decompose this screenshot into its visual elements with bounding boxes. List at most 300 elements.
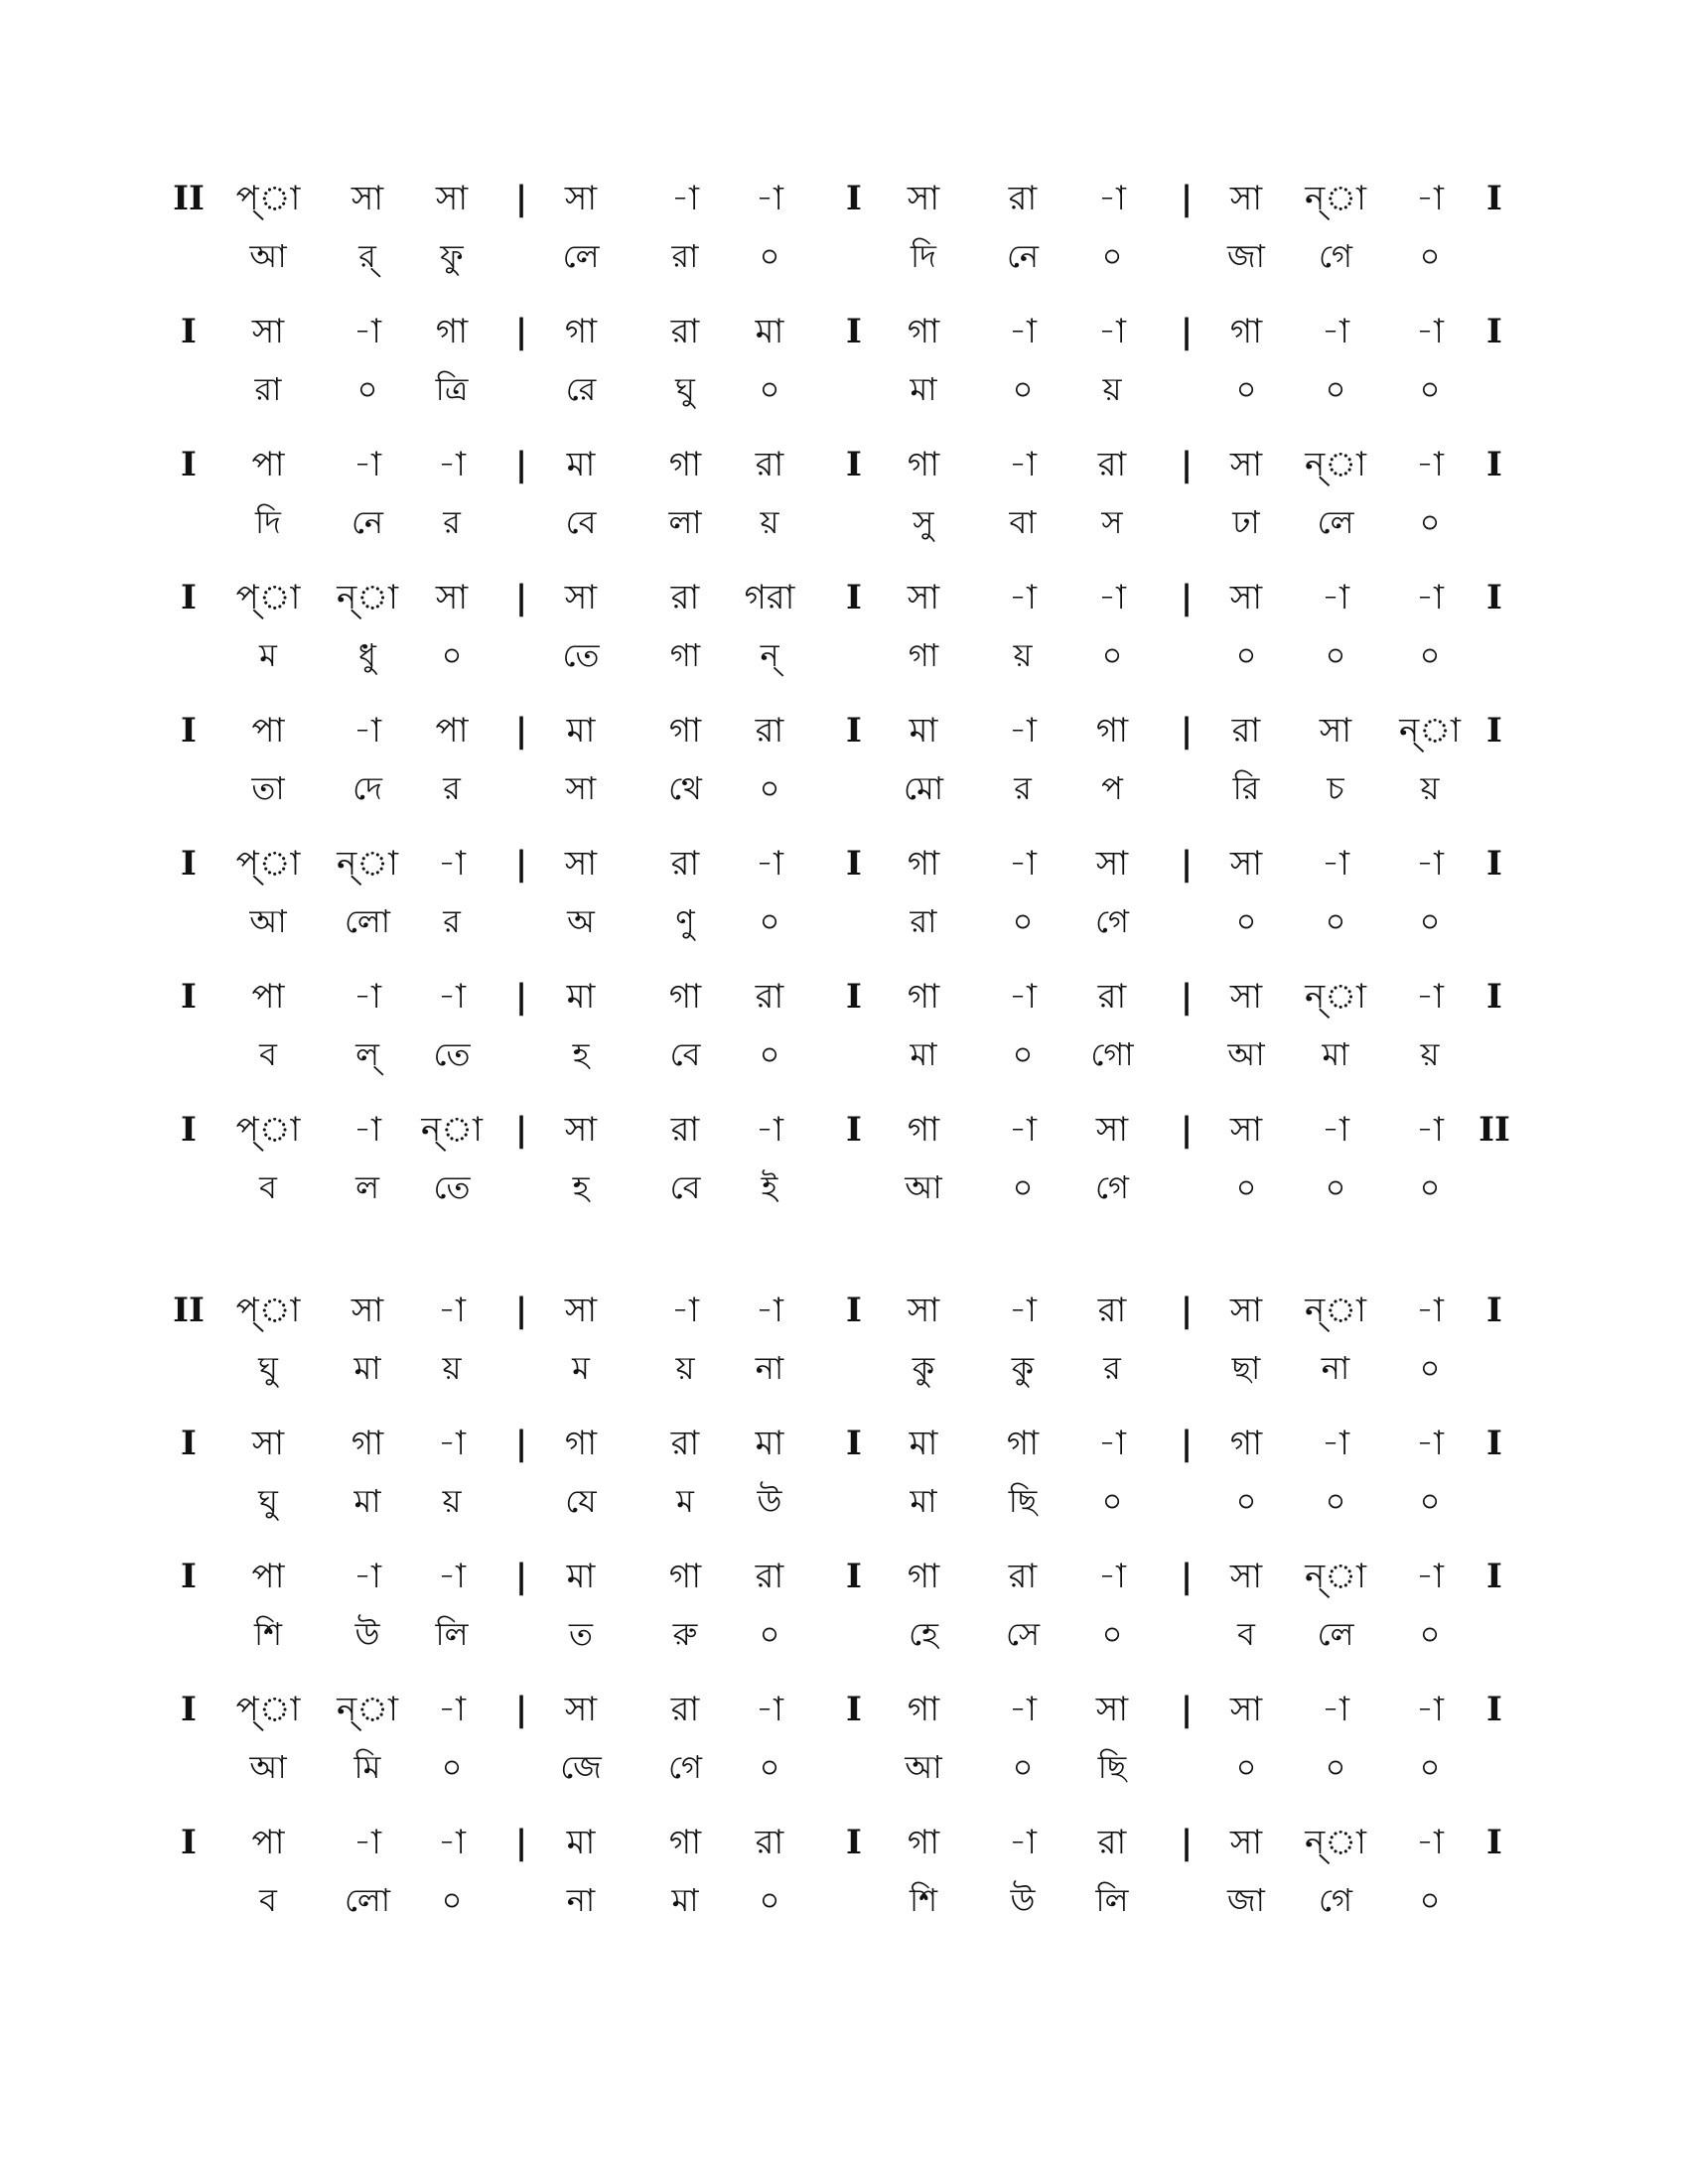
divider-mark: | (514, 179, 528, 218)
swara-note: গা (907, 312, 940, 351)
swara-note: প্া (235, 578, 301, 617)
notation-line (0, 844, 1688, 963)
lyric-syllable: মা (910, 1035, 937, 1073)
lyric-syllable: লো (344, 1881, 391, 1919)
swara-note: সা (251, 312, 285, 351)
lyric-syllable: দি (911, 237, 936, 275)
notation-line (0, 1110, 1688, 1229)
lyric-syllable: ০ (1012, 902, 1034, 940)
divider-mark: I (846, 179, 862, 218)
lyric-syllable: ০ (759, 902, 780, 940)
lyric-syllable: ০ (1325, 370, 1346, 408)
swara-note: রা (1097, 445, 1127, 484)
swara-note: -া (1416, 1291, 1444, 1330)
lyric-syllable: তে (433, 1035, 471, 1073)
swara-note: গা (907, 977, 940, 1017)
swara-note: ন্া (1399, 711, 1461, 751)
lyric-syllable: থে (668, 769, 702, 807)
lyric-syllable: য় (1013, 636, 1033, 674)
lyric-syllable: ০ (441, 1748, 463, 1786)
swara-note: -া (1322, 1424, 1349, 1463)
divider-mark: | (514, 445, 528, 484)
swara-note: -া (756, 1690, 783, 1729)
lyric-syllable: ০ (1419, 1349, 1441, 1387)
swara-note: মা (755, 1424, 784, 1463)
bar-line-close: I (1486, 578, 1502, 617)
lyric-syllable: মা (353, 1482, 381, 1520)
swara-note: গা (907, 1823, 940, 1862)
swara-note: -া (1009, 445, 1037, 484)
lyric-syllable: তে (562, 636, 600, 674)
lyric-syllable: রি (1232, 769, 1260, 807)
swara-note: রা (670, 1110, 700, 1150)
lyric-syllable: বে (669, 1035, 701, 1073)
lyric-syllable: মা (910, 1482, 937, 1520)
lyric-syllable: উ (757, 1482, 782, 1520)
lyric-syllable: গে (1095, 902, 1129, 940)
swara-note: -া (1098, 312, 1126, 351)
swara-note: -া (353, 711, 381, 751)
swara-note: সা (1095, 844, 1129, 884)
lyric-syllable: রু (672, 1615, 698, 1653)
divider-mark: I (846, 711, 862, 751)
swara-note: গা (668, 1557, 702, 1596)
lyric-syllable: ০ (1101, 1482, 1123, 1520)
lyric-syllable: ণু (675, 902, 695, 940)
swara-note: রা (755, 977, 784, 1017)
lyric-syllable: ০ (1012, 1168, 1034, 1206)
bar-line-close: I (1486, 445, 1502, 484)
swara-note: -া (1416, 844, 1444, 884)
lyric-syllable: নে (1006, 237, 1040, 275)
swara-note: সা (1095, 1110, 1129, 1150)
bar-line-open: I (181, 1424, 197, 1463)
divider-mark: | (1180, 179, 1194, 218)
divider-mark: I (846, 312, 862, 351)
lyric-syllable: ফু (440, 237, 464, 275)
swara-note: সা (351, 179, 384, 218)
lyric-syllable: চ (1327, 769, 1344, 807)
swara-note: ন্া (1305, 1823, 1366, 1862)
swara-note: সা (1229, 1291, 1263, 1330)
swara-note: রা (755, 445, 784, 484)
lyric-syllable: ঘু (258, 1482, 278, 1520)
lyric-syllable: ছা (1231, 1349, 1261, 1387)
lyric-syllable: গে (1319, 237, 1352, 275)
swara-note: মা (755, 312, 784, 351)
swara-note: গা (668, 977, 702, 1017)
divider-mark: | (514, 1291, 528, 1330)
swara-note: -া (756, 1291, 783, 1330)
divider-mark: | (514, 844, 528, 884)
bar-line-close: I (1486, 179, 1502, 218)
lyric-syllable: ০ (1419, 370, 1441, 408)
lyric-syllable: ০ (1012, 1748, 1034, 1786)
swara-note: -া (1009, 578, 1037, 617)
divider-mark: | (514, 1110, 528, 1150)
swara-note: গা (668, 711, 702, 751)
lyric-syllable: না (1321, 1349, 1350, 1387)
swara-note: -া (353, 1823, 381, 1862)
lyric-syllable: লি (435, 1615, 469, 1653)
swara-note: পা (251, 1557, 285, 1596)
swara-note: রা (755, 711, 784, 751)
swara-note: -া (1416, 312, 1444, 351)
lyric-syllable: মা (910, 370, 937, 408)
swara-note: -া (1009, 312, 1037, 351)
swara-note: পা (251, 711, 285, 751)
swara-note: -া (1098, 1557, 1126, 1596)
swara-note: গা (907, 1110, 940, 1150)
lyric-syllable: আ (905, 1168, 942, 1206)
lyric-syllable: ০ (1419, 636, 1441, 674)
lyric-syllable: সা (565, 769, 597, 807)
divider-mark: I (846, 977, 862, 1017)
swara-note: গা (1006, 1424, 1040, 1463)
bar-line-close: I (1486, 711, 1502, 751)
swara-note: মা (566, 711, 596, 751)
lyric-syllable: দি (255, 503, 281, 541)
divider-mark: I (846, 1557, 862, 1596)
swara-note: সা (1229, 445, 1263, 484)
lyric-syllable: মি (353, 1748, 381, 1786)
swara-note: -া (438, 445, 466, 484)
lyric-syllable: ০ (1419, 1748, 1441, 1786)
lyric-syllable: প (1101, 769, 1123, 807)
lyric-syllable: যে (565, 1482, 597, 1520)
swara-note: রা (670, 578, 700, 617)
bar-line-open: I (181, 844, 197, 884)
swara-note: -া (1416, 179, 1444, 218)
lyric-syllable: সু (913, 503, 934, 541)
swara-note: মা (566, 1823, 596, 1862)
bar-line-close: I (1486, 977, 1502, 1017)
swara-note: রা (670, 1690, 700, 1729)
lyric-syllable: শি (909, 1881, 938, 1919)
swara-note: গা (1229, 1424, 1263, 1463)
lyric-syllable: ত্রি (435, 370, 469, 408)
lyric-syllable: ঘু (258, 1349, 278, 1387)
divider-mark: | (1180, 1424, 1194, 1463)
swara-note: গা (564, 1424, 598, 1463)
swara-note: রা (1097, 977, 1127, 1017)
divider-mark: | (1180, 1823, 1194, 1862)
swara-note: সা (907, 578, 940, 617)
divider-mark: | (514, 1424, 528, 1463)
bar-line-close: I (1486, 1291, 1502, 1330)
swara-note: ন্া (1305, 445, 1366, 484)
swara-note: সা (564, 1291, 598, 1330)
lyric-syllable: তা (251, 769, 285, 807)
lyric-syllable: লে (1317, 503, 1354, 541)
swara-note: -া (671, 1291, 699, 1330)
swara-note: সা (1319, 711, 1352, 751)
lyric-syllable: য় (442, 1482, 462, 1520)
swara-note: -া (1322, 844, 1349, 884)
lyric-syllable: য় (760, 503, 779, 541)
lyric-syllable: ০ (1325, 1482, 1346, 1520)
divider-mark: I (846, 1424, 862, 1463)
notation-line (0, 711, 1688, 830)
swara-note: সা (251, 1424, 285, 1463)
lyric-syllable: মো (903, 769, 944, 807)
divider-mark: | (514, 711, 528, 751)
divider-mark: | (1180, 445, 1194, 484)
swara-note: -া (1009, 711, 1037, 751)
lyric-syllable: য় (675, 1349, 695, 1387)
swara-note: -া (1416, 445, 1444, 484)
swara-note: সা (1229, 1823, 1263, 1862)
swara-note: -া (1098, 1424, 1126, 1463)
lyric-syllable: ০ (441, 636, 463, 674)
lyric-syllable: র (443, 503, 461, 541)
lyric-syllable: ম (572, 1349, 590, 1387)
swara-note: গা (351, 1424, 384, 1463)
lyric-syllable: না (566, 1881, 596, 1919)
swara-note: -া (1009, 1690, 1037, 1729)
bar-line-close: I (1486, 1557, 1502, 1596)
lyric-syllable: ০ (1419, 1881, 1441, 1919)
lyric-syllable: মা (353, 1349, 381, 1387)
lyric-syllable: রে (565, 370, 597, 408)
lyric-syllable: মা (671, 1881, 699, 1919)
swara-note: -া (1009, 844, 1037, 884)
swara-note: -া (756, 844, 783, 884)
lyric-syllable: গে (1319, 1881, 1352, 1919)
lyric-syllable: ছি (1097, 1748, 1127, 1786)
swara-note: পা (251, 445, 285, 484)
swara-note: সা (564, 1110, 598, 1150)
lyric-syllable: লা (668, 503, 702, 541)
swara-note: সা (351, 1291, 384, 1330)
bar-line-open: I (181, 1823, 197, 1862)
lyric-syllable: ০ (1325, 1748, 1346, 1786)
lyric-syllable: র (443, 902, 461, 940)
divider-mark: | (514, 1823, 528, 1862)
lyric-syllable: হে (909, 1615, 938, 1653)
divider-mark: | (1180, 1690, 1194, 1729)
swara-note: গা (668, 445, 702, 484)
lyric-syllable: আ (249, 1748, 287, 1786)
bar-line-open: I (181, 1110, 197, 1150)
lyric-syllable: রা (671, 237, 699, 275)
lyric-syllable: ০ (759, 1881, 780, 1919)
lyric-syllable: ০ (1101, 1615, 1123, 1653)
lyric-syllable: ০ (1235, 636, 1257, 674)
swara-note: সা (564, 179, 598, 218)
swara-note: সা (907, 179, 940, 218)
lyric-syllable: ০ (1419, 237, 1441, 275)
swara-note: প্া (235, 1291, 301, 1330)
swara-note: মা (566, 977, 596, 1017)
swara-note: সা (435, 179, 469, 218)
swara-note: মা (909, 1424, 938, 1463)
lyric-syllable: য় (1420, 769, 1440, 807)
lyric-syllable: ব (259, 1035, 277, 1073)
divider-mark: | (514, 312, 528, 351)
lyric-syllable: মা (1322, 1035, 1349, 1073)
lyric-syllable: লে (562, 237, 600, 275)
swara-note: মা (566, 445, 596, 484)
lyric-syllable: জা (1227, 237, 1265, 275)
lyric-syllable: ০ (1419, 503, 1441, 541)
bar-line-close: I (1486, 312, 1502, 351)
notation-line (0, 179, 1688, 298)
swara-note: -া (1416, 578, 1444, 617)
lyric-syllable: ল্ (355, 1035, 379, 1073)
swara-note: -া (353, 312, 381, 351)
lyric-syllable: স (1101, 503, 1123, 541)
lyric-syllable: রা (910, 902, 937, 940)
lyric-syllable: উ (1010, 1881, 1036, 1919)
lyric-syllable: য় (442, 1349, 462, 1387)
lyric-syllable: ০ (356, 370, 378, 408)
swara-note: -া (1416, 1557, 1444, 1596)
swara-note: রা (755, 1557, 784, 1596)
notation-line (0, 578, 1688, 697)
lyric-syllable: য় (1420, 1035, 1440, 1073)
lyric-syllable: ০ (441, 1881, 463, 1919)
swara-note: -া (756, 179, 783, 218)
swara-note: গা (907, 445, 940, 484)
lyric-syllable: রা (254, 370, 282, 408)
swara-note: -া (1322, 1110, 1349, 1150)
lyric-syllable: ঘু (675, 370, 695, 408)
swara-note: গা (1095, 711, 1129, 751)
swara-note: সা (1095, 1690, 1129, 1729)
lyric-syllable: ০ (1325, 902, 1346, 940)
swara-note: গা (1229, 312, 1263, 351)
lyric-syllable: ই (761, 1168, 778, 1206)
swara-note: রা (670, 844, 700, 884)
bar-line-close: II (1478, 1110, 1510, 1150)
swara-note: সা (564, 1690, 598, 1729)
swara-note: রা (1008, 179, 1038, 218)
lyric-syllable: ম (259, 636, 277, 674)
bar-line-close: I (1486, 1823, 1502, 1862)
lyric-syllable: ০ (1419, 1168, 1441, 1206)
bar-line-close: I (1486, 1690, 1502, 1729)
swara-note: পা (251, 1823, 285, 1862)
lyric-syllable: সে (1005, 1615, 1041, 1653)
lyric-syllable: হ (572, 1168, 590, 1206)
lyric-syllable: তে (433, 1168, 471, 1206)
swara-note: -া (671, 179, 699, 218)
notation-line (0, 1557, 1688, 1676)
lyric-syllable: না (755, 1349, 784, 1387)
notation-line (0, 445, 1688, 564)
lyric-syllable: আ (1227, 1035, 1265, 1073)
lyric-syllable: গে (668, 1748, 702, 1786)
swara-note: -া (438, 1557, 466, 1596)
lyric-syllable: গা (669, 636, 701, 674)
lyric-syllable: লে (1317, 1615, 1354, 1653)
swara-note: সা (1229, 1690, 1263, 1729)
lyric-syllable: ০ (1419, 902, 1441, 940)
swara-note: -া (353, 445, 381, 484)
swara-note: ন্া (337, 844, 398, 884)
swara-note: প্া (235, 179, 301, 218)
swara-note: সা (907, 1291, 940, 1330)
lyric-syllable: ০ (1101, 237, 1123, 275)
notation-line (0, 312, 1688, 431)
swara-note: রা (755, 1823, 784, 1862)
bar-line-close: I (1486, 1424, 1502, 1463)
lyric-syllable: কু (912, 1349, 935, 1387)
lyric-syllable: উ (354, 1615, 380, 1653)
swara-note: পা (251, 977, 285, 1017)
lyric-syllable: ০ (1012, 370, 1034, 408)
swara-note: মা (566, 1557, 596, 1596)
divider-mark: | (1180, 578, 1194, 617)
lyric-syllable: ০ (759, 237, 780, 275)
lyric-syllable: আ (249, 237, 287, 275)
divider-mark: | (1180, 1110, 1194, 1150)
swara-note: -া (1416, 977, 1444, 1017)
bar-line-open: I (181, 312, 197, 351)
lyric-syllable: গে (1095, 1168, 1129, 1206)
lyric-syllable: ০ (1235, 370, 1257, 408)
swara-note: সা (564, 578, 598, 617)
swara-note: ন্া (337, 578, 398, 617)
swara-note: মা (909, 711, 938, 751)
swara-note: গা (668, 1823, 702, 1862)
lyric-syllable: বে (565, 503, 597, 541)
lyric-syllable: শি (253, 1615, 283, 1653)
bar-line-open: I (181, 1557, 197, 1596)
swara-note: রা (1097, 1291, 1127, 1330)
lyric-syllable: অ (567, 902, 595, 940)
lyric-syllable: র (1014, 769, 1032, 807)
lyric-syllable: আ (905, 1748, 942, 1786)
bar-line-open: I (181, 578, 197, 617)
swara-note: -া (438, 1823, 466, 1862)
bar-line-open: I (181, 711, 197, 751)
lyric-syllable: ধু (358, 636, 376, 674)
swara-note: -া (1098, 179, 1126, 218)
swara-note: রা (670, 312, 700, 351)
lyric-syllable: র (443, 769, 461, 807)
lyric-syllable: ০ (1235, 1168, 1257, 1206)
swara-note: -া (438, 1690, 466, 1729)
divider-mark: I (846, 1110, 862, 1150)
lyric-syllable: বা (1009, 503, 1037, 541)
divider-mark: I (846, 578, 862, 617)
swara-note: ন্া (1305, 1291, 1366, 1330)
swara-note: গা (435, 312, 469, 351)
lyric-syllable: ০ (1419, 1482, 1441, 1520)
divider-mark: I (846, 445, 862, 484)
lyric-syllable: ব (259, 1881, 277, 1919)
divider-mark: | (514, 977, 528, 1017)
lyric-syllable: বে (669, 1168, 701, 1206)
swara-note: সা (1229, 578, 1263, 617)
divider-mark: | (1180, 977, 1194, 1017)
lyric-syllable: নে (351, 503, 384, 541)
lyric-syllable: য় (1102, 370, 1122, 408)
notation-line (0, 977, 1688, 1096)
divider-mark: | (1180, 312, 1194, 351)
lyric-syllable: ০ (1419, 1615, 1441, 1653)
lyric-syllable: ০ (1235, 902, 1257, 940)
lyric-syllable: ন্ (760, 636, 779, 674)
swara-note: -া (1098, 578, 1126, 617)
lyric-syllable: ল (355, 1168, 379, 1206)
swara-note: রা (1231, 711, 1261, 751)
lyric-syllable: কু (1011, 1349, 1035, 1387)
swara-note: গা (907, 1690, 940, 1729)
swara-note: প্া (235, 1690, 301, 1729)
